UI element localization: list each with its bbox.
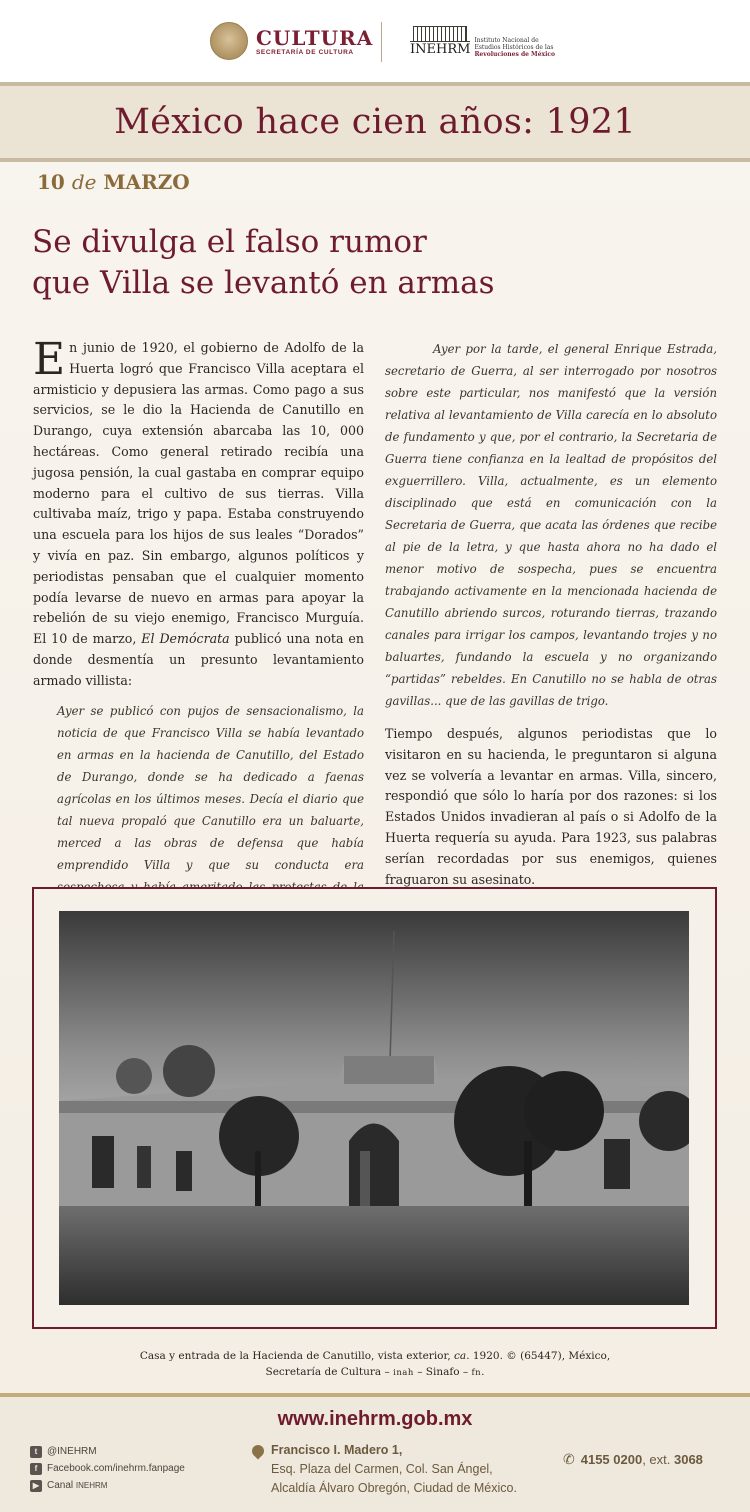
phone-icon: ✆ — [563, 1451, 575, 1467]
left-column — [33, 334, 364, 920]
caption-text: Secretaría de Cultura – — [265, 1366, 394, 1378]
newspaper-name: El Demócrata — [141, 631, 230, 647]
quote-left: Ayer se publicó con pujos de sensacionalismo, la noticia de que Francisco Villa se había levantado en armas en la hacienda de Canutillo, del Estado de Durango, donde se ha dedicado a faenas agrícolas en los últimos meses. Decía el diario que tal nueva propaló que Canutillo era un baluarte, merced a las obras de defensa que había emprendido Villa y que su conducta era — [57, 703, 364, 872]
cultura-subtitle: SECRETARÍA DE CULTURA — [256, 48, 354, 56]
caption-text: . — [481, 1366, 485, 1378]
cultura-name: CULTURA — [256, 25, 374, 50]
address-block — [252, 1441, 517, 1498]
phone-ext-label: , ext. — [642, 1452, 674, 1467]
headline-line-2: que Villa se levantó en armas — [32, 265, 495, 301]
facebook-url: Facebook.com/inehrm.fanpage — [47, 1463, 185, 1474]
inehrm-desc-line: Instituto Nacional de — [474, 37, 539, 44]
caption-line-1 — [0, 1348, 750, 1364]
title-band — [0, 82, 750, 162]
youtube-channel — [47, 1477, 107, 1494]
caption-text: Casa y entrada de la Hacienda de Canutillo, vista exterior, — [139, 1350, 455, 1362]
caption-text: – Sinafo – — [413, 1366, 472, 1378]
date-label — [37, 170, 190, 194]
caption-line-2 — [0, 1364, 750, 1381]
date-month: MARZO — [103, 170, 190, 194]
website-link[interactable]: www.inehrm.gob.mx — [277, 1408, 473, 1430]
building-icon — [413, 26, 467, 41]
inehrm-desc-line — [474, 51, 555, 58]
inehrm-description — [474, 37, 555, 58]
drop-cap: E — [33, 334, 66, 385]
inehrm-desc-line: Estudios Históricos de las — [474, 44, 554, 51]
twitter-link[interactable] — [30, 1443, 185, 1460]
intro-text: n junio de 1920, el gobierno de Adolfo de la Huerta logró que Francisco Villa aceptara el armisticio y depusiera las armas. Como pago a sus servicios, se le dio la Hacienda de Canutillo en Durango, cuya extensión abarcaba las 10, 000 hectáreas. Como general retirado recibía una jugosa pensión, la cual gastaba en comprar equipo moderno para el cultivo de sus tierras. Villa cultivaba maíz, trigo y papa. Estaba construyendo una escuela para los hijos de sus leales “Dorados” y vivía en paz. Sin embargo, algunos políticos y periodistas pensaban que el cualquier momento podía levarse de nuevo en armas para apoyar la rebelión de su viejo enemigo, Francisco Murguía. El 10 de marzo, — [33, 340, 364, 647]
youtube-link[interactable] — [30, 1477, 185, 1494]
hacienda-photo — [59, 911, 689, 1305]
phone-contact[interactable] — [563, 1451, 703, 1468]
headline-line-1: Se divulga el falso rumor — [32, 224, 427, 260]
twitter-handle: @INEHRM — [47, 1446, 97, 1457]
social-links — [30, 1443, 185, 1494]
inehrm-desc-bold: Revoluciones de México — [474, 51, 556, 58]
page-title: México hace cien años: 1921 — [114, 102, 636, 142]
youtube-name: INEHRM — [75, 1481, 108, 1490]
closing-paragraph: Tiempo después, algunos periodistas que lo visitaron en su hacienda, le preguntaron si alguna vez se volvería a levantar en armas. Villa, sincero, respondió que sólo lo haría por dos razones: si los Estados Unidos invadieran al país o si Adolfo de la Huerta requería su ayuda. Para 1923, sus palabras serían recordadas por sus enemigos, quienes fraguaron su asesinato. — [385, 726, 717, 887]
phone-number — [581, 1452, 703, 1467]
location-pin-icon — [250, 1443, 267, 1460]
quote-right: Ayer por la tarde, el general Enrique Estrada, secretario de Guerra, al ser interrogado por nosotros sobre este particular, nos manifestó que la versión relativa al levantamiento de Villa carecía en lo absoluto de fundamento y que, por el contrario, la Secretaria de Guerra tiene confianza en la lealtad de propósitos del exguerrillero. Villa, actualmente, es un elemento disciplinado que está en comunicación con la Secretaria de Guerra, que acata las órdenes que recibe al pie de la letra, y que hasta ahora no ha dado el menor motivo de sospecha, pues se encuentra trabajando activamente en la mencionada hacienda de Canutillo abriendo surcos, roturando tierras, trazando canales para irrigar los campos, levantando trojes y no baluartes, fundando la escuela y no organizando “partidas” rebeldes. En Canutillo no se habla de otras gavillas... que de las gavillas de trigo. — [385, 342, 717, 708]
article-headline — [32, 222, 632, 304]
caption-ca: ca — [454, 1350, 467, 1362]
facebook-icon: f — [30, 1463, 42, 1475]
phone-ext: 3068 — [673, 1452, 703, 1467]
date-day: 10 — [37, 170, 65, 194]
inehrm-word: INEHRM — [410, 42, 471, 57]
youtube-icon: ▶ — [30, 1480, 42, 1492]
intro-text-end: publicó una nota en donde desmentía un presunto levantamiento armado villista: — [33, 631, 364, 688]
top-logo-bar — [0, 0, 750, 82]
youtube-label: Canal — [47, 1480, 76, 1491]
address-line-2: Esq. Plaza del Carmen, Col. San Ángel, — [271, 1462, 493, 1476]
facebook-link[interactable] — [30, 1460, 185, 1477]
caption-fn: fn — [471, 1368, 482, 1378]
seal-icon — [210, 22, 248, 60]
photo-caption — [0, 1348, 750, 1381]
address-line-1 — [271, 1441, 517, 1460]
inehrm-mark — [410, 26, 470, 58]
twitter-icon: t — [30, 1446, 42, 1458]
caption-inah: inah — [393, 1368, 414, 1378]
address-street: Francisco I. Madero 1, — [271, 1443, 403, 1457]
inehrm-logo[interactable] — [410, 26, 555, 58]
intro-paragraph — [33, 334, 364, 692]
address-line-3: Alcaldía Álvaro Obregón, Ciudad de México. — [271, 1481, 517, 1495]
logo-divider — [381, 22, 382, 62]
cultura-wordmark — [256, 27, 373, 56]
hacienda-photo-image — [59, 911, 689, 1305]
cultura-logo[interactable] — [210, 22, 373, 60]
date-de: de — [71, 170, 97, 194]
right-column — [385, 338, 717, 890]
caption-text: . 1920. © (65447), México, — [466, 1350, 611, 1362]
address-lines — [271, 1441, 517, 1498]
phone-main: 4155 0200 — [580, 1452, 643, 1467]
